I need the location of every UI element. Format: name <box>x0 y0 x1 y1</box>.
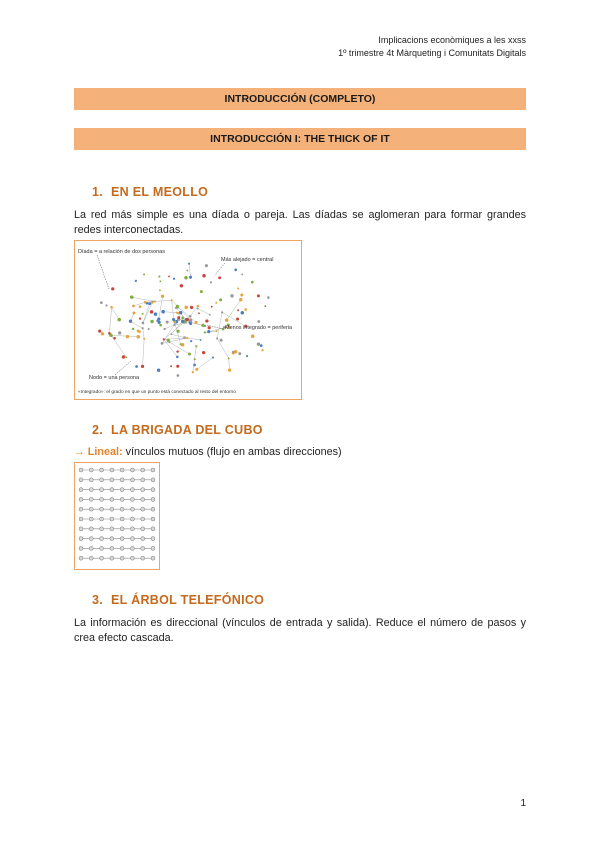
chain-node <box>151 488 155 492</box>
network-node <box>157 369 160 372</box>
network-node <box>202 274 205 277</box>
chain-node <box>151 497 155 501</box>
chain-node <box>130 517 134 521</box>
label-dyad: Díada = a relación de dos personas <box>78 249 165 255</box>
chain-node <box>79 556 83 560</box>
label-periphery: Menos integrado = periferia <box>225 325 293 331</box>
header-line-2: 1º trimestre 4t Màrqueting i Comunitats Digitals <box>338 48 526 58</box>
network-node <box>261 349 263 351</box>
band-introduction-complete: INTRODUCCIÓN (COMPLETO) <box>74 88 526 110</box>
network-node <box>212 357 214 359</box>
chain-node <box>120 488 124 492</box>
network-node <box>111 287 114 290</box>
network-node <box>195 368 198 371</box>
network-node <box>176 305 179 308</box>
network-node <box>200 290 203 293</box>
chain-node <box>100 488 104 492</box>
network-node <box>241 311 245 315</box>
network-node <box>151 301 153 303</box>
network-node <box>150 320 154 324</box>
network-node <box>161 342 164 345</box>
chain-node <box>130 537 134 541</box>
network-node <box>126 335 129 338</box>
network-node <box>194 358 196 360</box>
chain-node <box>89 497 93 501</box>
network-node <box>141 365 144 368</box>
network-node <box>154 312 158 316</box>
chain-node <box>130 556 134 560</box>
chain-node <box>100 478 104 482</box>
chain-node <box>100 517 104 521</box>
chain-node <box>130 507 134 511</box>
section-heading-3 <box>92 593 264 607</box>
network-node <box>177 374 180 377</box>
chain-node <box>110 497 114 501</box>
chain-node <box>110 488 114 492</box>
chain-node <box>110 537 114 541</box>
network-node <box>129 320 132 323</box>
network-node <box>159 280 161 282</box>
label-node: Nodo = una persona <box>89 375 139 381</box>
arrow-right-icon: → <box>74 446 85 458</box>
network-node <box>236 317 239 320</box>
network-edge <box>169 342 189 354</box>
network-node <box>200 339 202 341</box>
chain-node <box>141 478 145 482</box>
network-node <box>193 364 196 367</box>
network-node <box>158 275 160 277</box>
chain-node <box>79 507 83 511</box>
bucket-brigade-figure <box>74 462 160 570</box>
section-number: 3. <box>92 593 104 607</box>
network-node <box>139 317 141 319</box>
network-node <box>219 298 222 301</box>
chain-node <box>89 478 93 482</box>
section-number: 2. <box>92 423 104 437</box>
chain-node <box>110 478 114 482</box>
chain-node <box>79 468 83 472</box>
network-node <box>185 306 188 309</box>
network-edge <box>111 335 126 357</box>
chain-node <box>130 497 134 501</box>
network-node <box>105 304 107 306</box>
network-node <box>100 301 103 304</box>
chain-node <box>151 517 155 521</box>
network-edge <box>109 307 111 333</box>
network-node <box>208 326 211 329</box>
lineal-line <box>74 446 342 458</box>
network-node <box>163 328 165 330</box>
network-node <box>181 320 184 323</box>
chain-node <box>120 497 124 501</box>
chain-node <box>100 497 104 501</box>
chain-node <box>89 507 93 511</box>
network-node <box>156 320 158 322</box>
network-node <box>184 276 187 279</box>
network-figure <box>74 240 302 400</box>
network-node <box>221 311 223 313</box>
chain-node <box>151 527 155 531</box>
network-node <box>186 318 189 321</box>
section-heading-2 <box>92 423 263 437</box>
network-node <box>215 302 217 304</box>
chain-node <box>141 517 145 521</box>
chain-node <box>120 478 124 482</box>
chain-node <box>110 527 114 531</box>
network-node <box>198 312 200 314</box>
network-edge <box>229 358 230 370</box>
network-node <box>189 319 193 323</box>
network-node <box>195 345 197 347</box>
network-node <box>176 330 179 333</box>
network-node <box>216 337 218 339</box>
chain-node <box>141 527 145 531</box>
network-node <box>135 280 137 282</box>
network-node <box>166 321 169 324</box>
network-node <box>251 334 255 338</box>
network-node <box>148 328 150 330</box>
network-node <box>109 333 113 337</box>
network-node <box>171 299 173 301</box>
chain-node <box>120 556 124 560</box>
network-edge <box>112 307 120 319</box>
network-edge <box>143 304 150 323</box>
network-node <box>173 278 175 280</box>
network-node <box>228 357 230 359</box>
network-edge <box>164 339 177 356</box>
network-node <box>180 284 183 287</box>
chain-node <box>141 546 145 550</box>
network-node <box>176 350 178 352</box>
chain-node <box>141 507 145 511</box>
chain-node <box>120 546 124 550</box>
section-number: 1. <box>92 185 104 199</box>
network-node <box>180 343 182 345</box>
network-node <box>234 268 237 271</box>
network-edge <box>133 302 145 306</box>
network-node <box>246 355 248 357</box>
network-node <box>98 329 101 332</box>
network-edge <box>131 321 143 328</box>
network-node <box>132 305 135 308</box>
chain-node <box>110 556 114 560</box>
chain-node <box>151 478 155 482</box>
network-node <box>251 281 254 284</box>
network-node <box>183 336 186 339</box>
chain-node <box>110 468 114 472</box>
chain-grid <box>75 463 159 569</box>
chain-node <box>79 517 83 521</box>
network-node <box>170 333 172 335</box>
network-node <box>117 318 121 322</box>
network-node <box>230 294 233 297</box>
chain-node <box>141 537 145 541</box>
network-node <box>132 312 135 315</box>
page-number: 1 <box>520 798 526 809</box>
network-edge <box>163 312 176 313</box>
network-node <box>209 314 211 316</box>
network-node <box>267 296 270 299</box>
network-node <box>176 312 178 314</box>
network-edge <box>143 339 145 367</box>
lineal-label: Lineal: <box>87 446 123 458</box>
network-node <box>163 338 165 340</box>
chain-node <box>120 517 124 521</box>
band-introduction-1: INTRODUCCIÓN I: THE THICK OF IT <box>74 128 526 150</box>
section-title: LA BRIGADA DEL CUBO <box>111 423 263 437</box>
network-node <box>150 310 154 314</box>
chain-node <box>130 488 134 492</box>
chain-node <box>89 468 93 472</box>
network-edge <box>111 335 138 337</box>
network-node <box>110 306 113 309</box>
network-node <box>159 289 161 291</box>
chain-node <box>89 537 93 541</box>
network-node <box>113 337 116 340</box>
network-node <box>136 335 140 339</box>
network-edge <box>187 338 200 340</box>
network-node <box>154 300 156 302</box>
network-edge <box>159 296 163 319</box>
chain-node <box>110 507 114 511</box>
chain-node <box>89 517 93 521</box>
network-node <box>190 340 192 342</box>
network-node <box>170 365 172 367</box>
network-edge <box>132 297 155 301</box>
network-node <box>122 355 125 358</box>
network-node <box>168 276 170 278</box>
network-node <box>264 305 266 307</box>
chain-node <box>89 546 93 550</box>
network-node <box>201 324 204 327</box>
network-node <box>258 342 261 345</box>
chain-node <box>151 507 155 511</box>
network-node <box>192 371 194 373</box>
network-node <box>244 308 247 311</box>
network-node <box>101 332 104 335</box>
chain-node <box>110 517 114 521</box>
network-node <box>260 344 263 347</box>
chain-node <box>79 527 83 531</box>
network-node <box>177 316 180 319</box>
network-graph <box>75 241 301 399</box>
network-node <box>143 338 145 340</box>
network-node <box>197 308 199 310</box>
network-node <box>189 276 192 279</box>
network-edge <box>172 300 191 320</box>
chain-node <box>120 507 124 511</box>
chain-node <box>89 488 93 492</box>
network-node <box>257 294 260 297</box>
network-node <box>161 295 164 298</box>
chain-node <box>141 497 145 501</box>
chain-node <box>100 468 104 472</box>
network-node <box>172 318 175 321</box>
network-node <box>144 301 147 304</box>
paragraph-meollo: La red más simple es una díada o pareja. Las díadas se aglomeran para formar grandes redes interconectadas. <box>74 209 526 236</box>
network-node <box>189 315 192 318</box>
chain-node <box>79 488 83 492</box>
network-node <box>197 305 200 308</box>
network-edge <box>217 312 222 338</box>
network-node <box>218 276 221 279</box>
section-title: EL ÁRBOL TELEFÓNICO <box>111 593 265 607</box>
network-node <box>143 273 145 275</box>
network-node <box>225 318 229 322</box>
chain-node <box>141 556 145 560</box>
network-node <box>202 351 205 354</box>
chain-node <box>151 468 155 472</box>
network-node <box>148 302 151 305</box>
network-node <box>138 330 141 333</box>
network-node <box>190 306 193 309</box>
network-node <box>166 339 169 342</box>
chain-node <box>141 468 145 472</box>
network-node <box>142 322 145 325</box>
network-node <box>159 324 162 327</box>
network-node <box>204 331 206 333</box>
chain-node <box>110 546 114 550</box>
network-node <box>188 263 190 265</box>
chain-node <box>79 497 83 501</box>
chain-node <box>130 546 134 550</box>
network-node <box>205 264 208 267</box>
network-node <box>237 287 239 289</box>
network-node <box>142 313 144 315</box>
lineal-text: vínculos mutuos (flujo en ambas direcciones) <box>122 446 342 458</box>
chain-node <box>130 478 134 482</box>
network-node <box>176 365 179 368</box>
label-central: Más alejado = central <box>221 257 274 263</box>
chain-node <box>100 537 104 541</box>
chain-node <box>151 537 155 541</box>
network-node <box>240 294 243 297</box>
network-node <box>173 324 175 326</box>
chain-node <box>79 537 83 541</box>
network-node <box>125 356 127 358</box>
network-node <box>174 321 176 323</box>
network-edge <box>189 264 191 277</box>
network-node <box>161 310 165 314</box>
chain-node <box>100 546 104 550</box>
network-node <box>232 351 234 353</box>
section-heading-1 <box>92 185 208 199</box>
network-node <box>238 352 241 355</box>
network-node <box>205 319 208 322</box>
chain-node <box>89 527 93 531</box>
network-node <box>118 331 121 334</box>
network-node <box>195 321 198 324</box>
network-node <box>239 298 242 301</box>
paragraph-arbol: La información es direccional (vínculos de entrada y salida). Reduce el número de pasos y crea efecto cascada. <box>74 617 526 644</box>
chain-node <box>120 468 124 472</box>
network-node <box>176 356 179 359</box>
chain-node <box>130 468 134 472</box>
network-node <box>179 311 182 314</box>
network-node <box>135 365 138 368</box>
network-node <box>188 352 191 355</box>
chain-node <box>100 527 104 531</box>
chain-node <box>151 546 155 550</box>
network-node <box>216 330 218 332</box>
network-edge <box>217 338 228 358</box>
network-edge <box>197 358 213 370</box>
network-node <box>142 327 144 329</box>
network-node <box>132 328 134 330</box>
network-edge <box>143 328 145 339</box>
chain-node <box>151 556 155 560</box>
chain-node <box>89 556 93 560</box>
network-node <box>139 305 142 308</box>
chain-node <box>130 527 134 531</box>
figure-caption: «Integrado»: el grado en que un punto está conectado al resto del entorno <box>78 390 236 395</box>
network-node <box>186 270 188 272</box>
section-title: EN EL MEOLLO <box>111 185 209 199</box>
network-node <box>237 309 239 311</box>
network-node <box>228 368 231 371</box>
network-node <box>220 339 223 342</box>
network-node <box>181 317 184 320</box>
network-node <box>211 306 213 308</box>
chain-node <box>141 488 145 492</box>
network-node <box>210 281 212 283</box>
chain-node <box>79 546 83 550</box>
chain-node <box>79 478 83 482</box>
network-node <box>207 330 210 333</box>
chain-node <box>120 527 124 531</box>
chain-node <box>100 556 104 560</box>
network-node <box>257 320 260 323</box>
chain-node <box>100 507 104 511</box>
network-node <box>130 295 134 299</box>
chain-node <box>120 537 124 541</box>
network-node <box>186 337 188 339</box>
network-node <box>241 273 243 275</box>
page-header <box>338 34 526 60</box>
header-line-1: Implicacions econòmiques a les xxss <box>378 35 526 45</box>
